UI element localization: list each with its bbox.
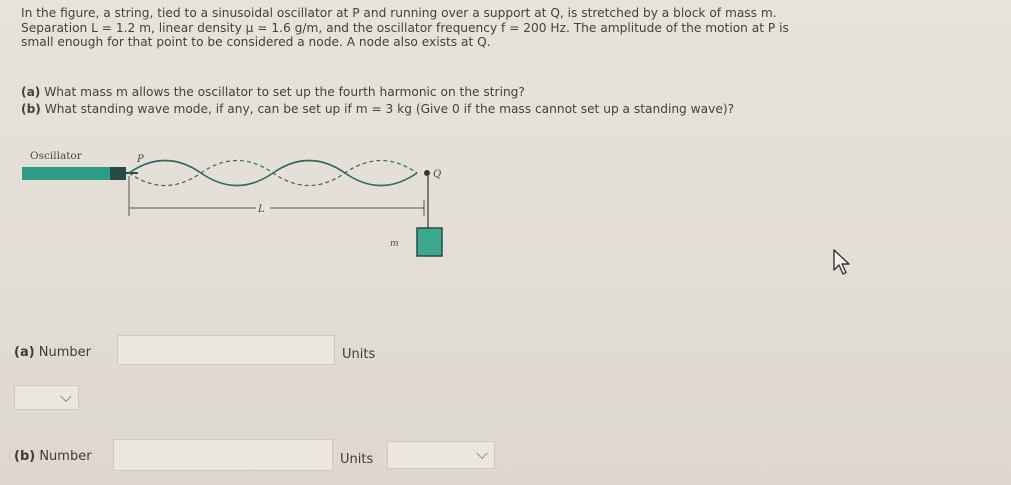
question-b-tag: (b)	[21, 102, 41, 116]
problem-line-3: small enough for that point to be considered a node. A node also exists at Q.	[21, 35, 491, 49]
problem-line-1: In the figure, a string, tied to a sinusoidal oscillator at P and running over a support at Q, is stretched by a block of mass m.	[21, 6, 777, 20]
problem-statement	[21, 6, 1006, 50]
mass-block	[417, 228, 442, 256]
point-q-label: Q	[433, 169, 442, 180]
question-parts	[21, 84, 1006, 118]
question-a	[21, 84, 1006, 101]
question-a-tag: (a)	[21, 85, 41, 99]
answer-b-number-input[interactable]	[113, 439, 333, 471]
chevron-down-icon	[476, 448, 487, 459]
question-b	[21, 101, 1006, 118]
answer-b-label-text: Number	[35, 449, 92, 464]
answer-b-units-select[interactable]	[387, 441, 495, 469]
support-q	[424, 170, 430, 176]
oscillator-label: Oscillator	[30, 150, 82, 162]
question-a-text: What mass m allows the oscillator to set up the fourth harmonic on the string?	[40, 85, 525, 99]
answer-b-tag: (b)	[14, 449, 36, 464]
answer-a-number-input[interactable]	[117, 335, 335, 365]
oscillator-end	[110, 167, 126, 180]
oscillator-bar	[22, 167, 125, 180]
problem-line-2: Separation L = 1.2 m, linear density μ = 1.6 g/m, and the oscillator frequency f = 200 Hz. The amplitude of the motion at P is	[21, 20, 789, 35]
string-wave-dashed	[129, 161, 417, 186]
answer-a-units-label: Units	[342, 347, 376, 362]
length-label: L	[258, 204, 265, 215]
answer-b-label	[14, 449, 92, 464]
answer-a-label	[14, 345, 91, 360]
mass-label: m	[390, 239, 399, 249]
answer-b-units-label: Units	[340, 452, 374, 467]
answer-a-label-text: Number	[34, 345, 92, 360]
mouse-pointer-icon	[832, 248, 852, 276]
answer-a-tag: (a)	[14, 345, 35, 360]
answer-a-units-select[interactable]	[14, 385, 79, 410]
question-b-text: What standing wave mode, if any, can be set up if m = 3 kg (Give 0 if the mass cannot set up a standing wave)?	[40, 102, 735, 116]
point-p-label: P	[137, 154, 144, 165]
standing-wave-diagram	[20, 140, 460, 265]
chevron-down-icon	[60, 390, 71, 401]
